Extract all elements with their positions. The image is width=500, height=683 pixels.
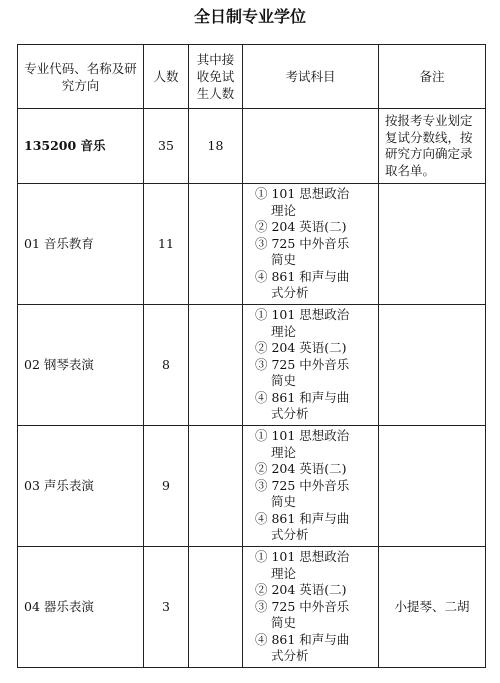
direction-exam-subjects: [243, 547, 379, 668]
direction-exam-subjects: [243, 305, 379, 426]
direction-note: [379, 305, 486, 426]
exam-subject-3: ③ 725 中外音乐: [255, 356, 350, 372]
direction-exempt: [189, 426, 243, 547]
direction-name: 04 器乐表演: [18, 547, 144, 668]
table-row: [18, 184, 486, 305]
exam-subject-4-cont: 式分析: [271, 527, 309, 543]
exam-subject-2: ② 204 英语(二): [255, 340, 347, 356]
exam-subject-4: ④ 861 和声与曲: [255, 389, 350, 405]
exam-subject-1: ① 101 思想政治: [255, 428, 350, 444]
table-header-row: [18, 45, 486, 109]
exam-subject-1-cont: 理论: [271, 565, 297, 581]
exam-subject-1-cont: 理论: [271, 202, 297, 218]
exam-subject-4-cont: 式分析: [271, 648, 309, 664]
exam-subject-1: ① 101 思想政治: [255, 186, 350, 202]
header-code: 专业代码、名称及研究方向: [18, 45, 144, 109]
direction-name: 02 钢琴表演: [18, 305, 144, 426]
exam-subject-4-cont: 式分析: [271, 406, 309, 422]
exam-subject-3: ③ 725 中外音乐: [255, 598, 350, 614]
header-note: 备注: [379, 45, 486, 109]
table-row: [18, 305, 486, 426]
major-exempt: 18: [189, 109, 243, 184]
enrollment-table: [17, 44, 486, 668]
exam-subject-3-cont: 简史: [271, 494, 297, 510]
exam-subject-4: ④ 861 和声与曲: [255, 268, 350, 284]
major-exam: [243, 109, 379, 184]
table-row: [18, 426, 486, 547]
page-title: 全日制专业学位: [193, 7, 306, 26]
exam-subject-3: ③ 725 中外音乐: [255, 235, 350, 251]
direction-count: 3: [144, 547, 189, 668]
direction-count: 11: [144, 184, 189, 305]
major-count: 35: [144, 109, 189, 184]
exam-subject-1-cont: 理论: [271, 323, 297, 339]
direction-count: 8: [144, 305, 189, 426]
exam-subject-2: ② 204 英语(二): [255, 582, 347, 598]
exam-subject-3-cont: 简史: [271, 373, 297, 389]
direction-exempt: [189, 305, 243, 426]
direction-note: [379, 426, 486, 547]
table-row: [18, 547, 486, 668]
direction-exam-subjects: [243, 426, 379, 547]
table-row-major: [18, 109, 486, 184]
exam-subject-3-cont: 简史: [271, 252, 297, 268]
header-exempt: 其中接收免试生人数: [189, 45, 243, 109]
direction-note: [379, 184, 486, 305]
exam-subject-2: ② 204 英语(二): [255, 219, 347, 235]
header-count: 人数: [144, 45, 189, 109]
exam-subject-1: ① 101 思想政治: [255, 307, 350, 323]
direction-exempt: [189, 184, 243, 305]
exam-subject-1-cont: 理论: [271, 444, 297, 460]
exam-subject-3: ③ 725 中外音乐: [255, 477, 350, 493]
header-exam: 考试科目: [243, 45, 379, 109]
exam-subject-2: ② 204 英语(二): [255, 461, 347, 477]
direction-note: 小提琴、二胡: [379, 547, 486, 668]
direction-name: 01 音乐教育: [18, 184, 144, 305]
major-note: 按报考专业划定复试分数线，按研究方向确定录取名单。: [379, 109, 486, 184]
exam-subject-4: ④ 861 和声与曲: [255, 510, 350, 526]
major-code-name: 135200 音乐: [18, 109, 144, 184]
exam-subject-1: ① 101 思想政治: [255, 549, 350, 565]
direction-name: 03 声乐表演: [18, 426, 144, 547]
direction-count: 9: [144, 426, 189, 547]
exam-subject-4-cont: 式分析: [271, 285, 309, 301]
exam-subject-3-cont: 简史: [271, 615, 297, 631]
direction-exempt: [189, 547, 243, 668]
exam-subject-4: ④ 861 和声与曲: [255, 631, 350, 647]
direction-exam-subjects: [243, 184, 379, 305]
